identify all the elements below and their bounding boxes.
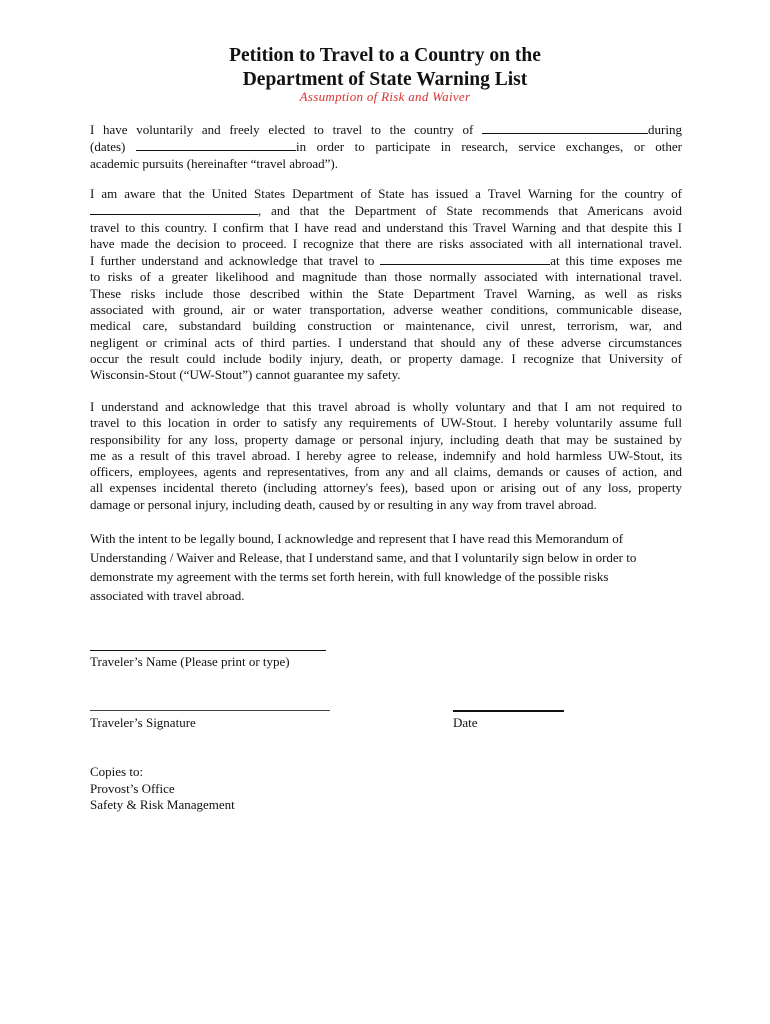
traveler-name-line[interactable] [90,650,326,651]
country-blank-field[interactable] [482,121,648,134]
copies-list [90,764,235,814]
p2-line-12: Wisconsin-Stout (“UW-Stout”) cannot guarantee my safety. [90,367,401,383]
copies-provost: Provost’s Office [90,780,175,796]
traveler-signature-line[interactable] [90,710,330,711]
date-line[interactable] [453,710,564,712]
p2-line-7: These risks include those described within the State Department Travel Warning, as well as risks [90,285,682,301]
date-label: Date [453,715,478,730]
p3-line-5: officers, employees, agents and representatives, from any and all claims, demands or causes of action, and [90,464,682,480]
p2-line-9: medical care, substandard building construction or maintenance, civil unrest, terrorism, war, and [90,318,682,334]
warning-country-blank-field[interactable] [90,202,258,215]
p2-line-11: occur the result could include bodily injury, death, or property damage. I recognize that University of [90,350,682,366]
p2-line-2: , and that the Department of State recommends that Americans avoid [90,202,682,219]
p3-line-6: all expenses incidental thereto (including attorney's fees), based upon or arising out of any loss, property [90,480,682,496]
p1-line-2: (dates) in order to participate in research, service exchanges, or other [90,139,682,155]
dates-blank-field[interactable] [136,138,296,151]
p2-line-3: travel to this country. I confirm that I have read and understand this Travel Warning and that despite this I [90,219,682,235]
p2-line-6: to risks of a greater likelihood and magnitude than those normally associated with international travel. [90,269,682,285]
p3-line-2: travel to this location in order to satisfy any requirements of UW-Stout. I hereby voluntarily assume full [90,415,682,431]
p2-line-4: have made the decision to proceed. I recognize that there are risks associated with all international travel. [90,235,682,251]
copies-safety: Safety & Risk Management [90,797,235,812]
traveler-name-label: Traveler’s Name (Please print or type) [90,654,290,669]
p2-line-8: associated with ground, air or water transportation, adverse weather conditions, communicable disease, [90,302,682,318]
p1-line-3: academic pursuits (hereinafter “travel abroad”). [90,155,338,171]
destination-blank-field[interactable] [380,252,550,265]
page-title [0,44,770,92]
title-line-1: Petition to Travel to a Country on the [229,45,541,66]
copies-heading: Copies to: [90,764,144,779]
traveler-signature-label: Traveler’s Signature [90,715,196,730]
p4-line-3: demonstrate my agreement with the terms set forth herein, with full knowledge of the possible risks [90,569,609,584]
p3-line-3: responsibility for any loss, property damage or personal injury, including death that may be sustained by [90,431,682,447]
p2-line-5: I further understand and acknowledge that travel to at this time exposes me [90,253,682,269]
paragraph-acknowledgement [90,529,682,605]
p3-line-7: damage or personal injury, including death, caused by or resulting in any way from travel abroad. [90,496,597,512]
p2-line-10: negligent or criminal acts of third parties. I understand that should any of these adverse circumstances [90,334,682,350]
p4-line-4: associated with travel abroad. [90,588,245,603]
p4-line-2: Understanding / Waiver and Release, that I understand same, and that I voluntarily sign below in order to [90,550,637,565]
paragraph-release [90,399,682,513]
p2-line-1: I am aware that the United States Department of State has issued a Travel Warning for the country of [90,186,682,201]
p4-line-1: With the intent to be legally bound, I acknowledge and represent that I have read this Memorandum of [90,531,624,546]
paragraph-travel-warning [90,186,682,384]
paragraph-travel-election [90,121,682,172]
p1-line-1: I have voluntarily and freely elected to travel to the country of during [90,122,682,137]
p3-line-1: I understand and acknowledge that this travel abroad is wholly voluntary and that I am not required to [90,399,682,414]
title-line-2: Department of State Warning List [242,69,528,90]
page-subtitle: Assumption of Risk and Waiver [299,89,471,104]
p3-line-4: me as a result of this travel abroad. I hereby agree to release, indemnify and hold harmless UW-Stout, its [90,447,682,463]
